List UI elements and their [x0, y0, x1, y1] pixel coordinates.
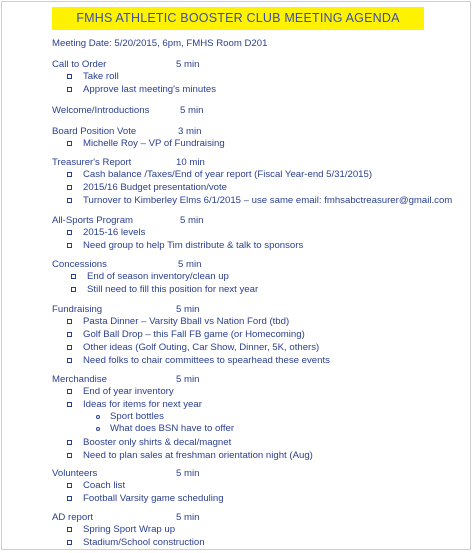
- section-heading-all-sports: All-Sports Program: [52, 215, 134, 226]
- title-banner: [52, 7, 424, 30]
- circle-bullet-icon: [96, 427, 100, 431]
- section-time-merchandise: 5 min: [176, 374, 200, 385]
- agenda-title: FMHS ATHLETIC BOOSTER CLUB MEETING AGENDA: [76, 11, 400, 25]
- checkbox-icon: [67, 230, 72, 235]
- checkbox-icon: [67, 345, 72, 350]
- checkbox-icon: [67, 402, 72, 407]
- checkbox-icon: [67, 332, 72, 337]
- list-item: Need to plan sales at freshman orientation night (Aug): [83, 450, 313, 461]
- section-heading-fundraising: Fundraising: [52, 304, 103, 315]
- checkbox-icon: [67, 74, 72, 79]
- checkbox-icon: [67, 243, 72, 248]
- list-item: Still need to fill this position for next year: [87, 284, 259, 295]
- section-time-all-sports: 5 min: [180, 215, 204, 226]
- list-item: Need folks to chair committees to spearhead these events: [83, 355, 330, 366]
- checkbox-icon: [67, 496, 72, 501]
- list-item: Stadium/School construction: [83, 537, 205, 548]
- section-heading-merchandise: Merchandise: [52, 374, 107, 385]
- checkbox-icon: [67, 440, 72, 445]
- list-item: Spring Sport Wrap up: [83, 524, 176, 535]
- list-item: Football Varsity game scheduling: [83, 493, 224, 504]
- list-item: What does BSN have to offer: [110, 423, 235, 434]
- section-heading-ad-report: AD report: [52, 512, 94, 523]
- list-item: 2015/16 Budget presentation/vote: [83, 182, 228, 193]
- section-heading-board-vote: Board Position Vote: [52, 126, 137, 137]
- list-item: Take roll: [83, 71, 119, 82]
- list-item: Ideas for items for next year: [83, 399, 202, 410]
- list-item: Sport bottles: [110, 411, 164, 422]
- section-heading-volunteers: Volunteers: [52, 468, 98, 479]
- list-item: 2015-16 levels: [83, 227, 146, 238]
- section-heading-treasurer: Treasurer's Report: [52, 157, 132, 168]
- checkbox-icon: [67, 198, 72, 203]
- list-item: Pasta Dinner – Varsity Bball vs Nation Ford (tbd): [83, 316, 290, 327]
- list-item: Turnover to Kimberley Elms 6/1/2015 – use same email: fmhsabctreasurer@gmail.com: [83, 195, 453, 206]
- list-item: Need group to help Tim distribute & talk to sponsors: [83, 240, 304, 251]
- circle-bullet-icon: [96, 415, 100, 419]
- checkbox-icon: [71, 287, 76, 292]
- list-item: Cash balance /Taxes/End of year report (Fiscal Year-end 5/31/2015): [83, 169, 373, 180]
- list-item: Booster only shirts & decal/magnet: [83, 437, 232, 448]
- checkbox-icon: [67, 389, 72, 394]
- section-time-welcome: 5 min: [180, 105, 204, 116]
- section-time-volunteers: 5 min: [176, 468, 200, 479]
- checkbox-icon: [67, 540, 72, 545]
- list-item: Golf Ball Drop – this Fall FB game (or Homecoming): [83, 329, 305, 340]
- list-item: Other ideas (Golf Outing, Car Show, Dinner, 5K, others): [83, 342, 320, 353]
- section-time-fundraising: 5 min: [176, 304, 200, 315]
- section-time-ad-report: 5 min: [176, 512, 200, 523]
- section-heading-call-to-order: Call to Order: [52, 59, 107, 70]
- list-item: Michelle Roy – VP of Fundraising: [83, 138, 225, 149]
- section-time-board-vote: 3 min: [178, 126, 202, 137]
- section-time-call-to-order: 5 min: [176, 59, 200, 70]
- checkbox-icon: [67, 358, 72, 363]
- section-heading-welcome: Welcome/Introductions: [52, 105, 150, 116]
- list-item: Coach list: [83, 480, 126, 491]
- checkbox-icon: [67, 172, 72, 177]
- checkbox-icon: [67, 453, 72, 458]
- list-item: End of season inventory/clean up: [87, 271, 229, 282]
- checkbox-icon: [71, 274, 76, 279]
- section-time-treasurer: 10 min: [176, 157, 205, 168]
- checkbox-icon: [67, 527, 72, 532]
- checkbox-icon: [67, 87, 72, 92]
- checkbox-icon: [67, 319, 72, 324]
- checkbox-icon: [67, 483, 72, 488]
- meeting-date: Meeting Date: 5/20/2015, 6pm, FMHS Room D201: [52, 38, 268, 49]
- checkbox-icon: [67, 185, 72, 190]
- section-heading-concessions: Concessions: [52, 259, 107, 270]
- list-item: Approve last meeting's minutes: [83, 84, 217, 95]
- checkbox-icon: [67, 141, 72, 146]
- list-item: End of year inventory: [83, 386, 174, 397]
- section-time-concessions: 5 min: [178, 259, 202, 270]
